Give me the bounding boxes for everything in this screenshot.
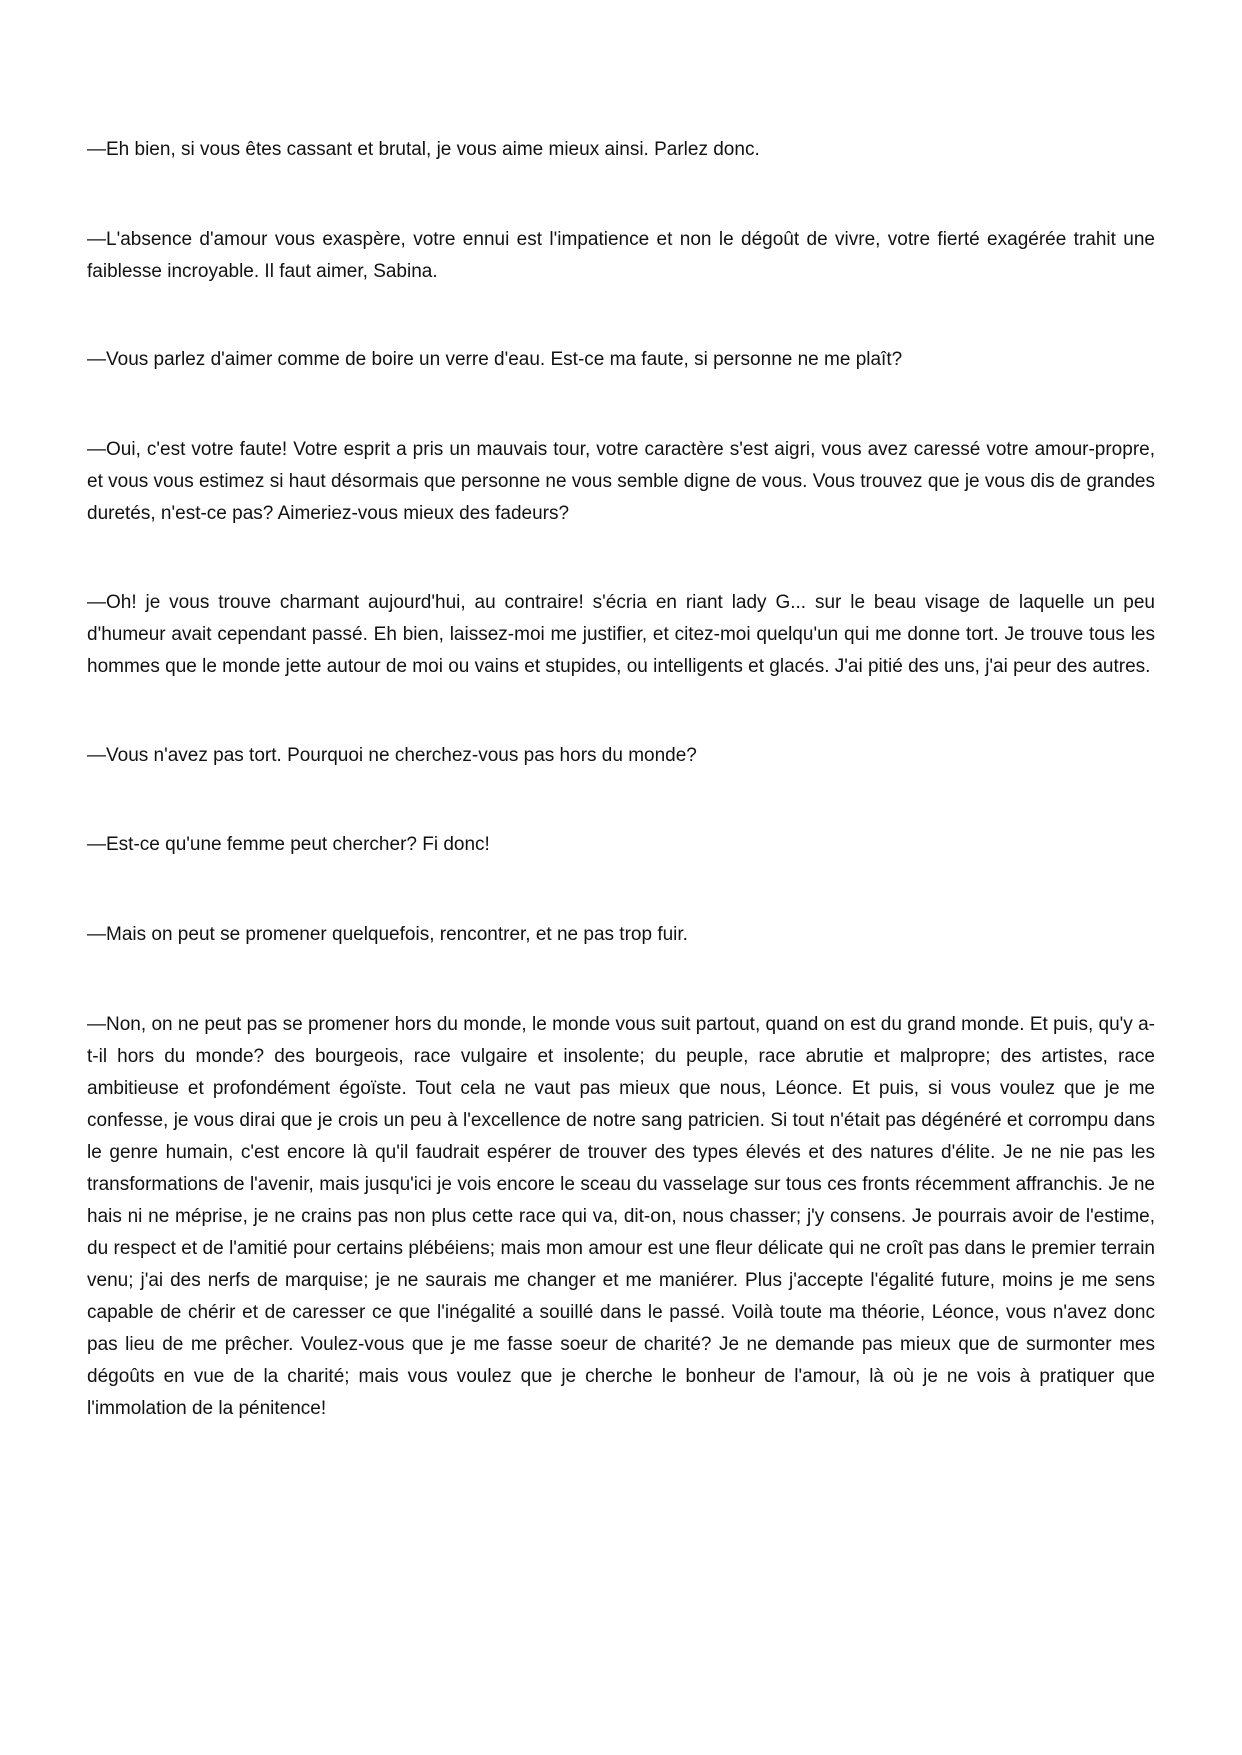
paragraph-5: —Oh! je vous trouve charmant aujourd'hui, au contraire! s'écria en riant lady G... sur le beau visage de laquelle un peu d'humeur avait cependant passé. Eh bien, laissez-moi me justifier, et citez-moi quelqu'un qui me donne tort. Je trouve tous les hommes que le monde jette autour de moi ou vains et stupides, ou intelligents et glacés. J'ai pitié des uns, j'ai peur des autres. [87, 592, 1155, 677]
paragraph-7: —Est-ce qu'une femme peut chercher? Fi donc! [87, 834, 490, 855]
paragraph-3: —Vous parlez d'aimer comme de boire un verre d'eau. Est-ce ma faute, si personne ne me plaît? [87, 349, 903, 370]
document-page [87, 134, 1155, 1425]
paragraph-9: —Non, on ne peut pas se promener hors du monde, le monde vous suit partout, quand on est du grand monde. Et puis, qu'y a-t-il hors du monde? des bourgeois, race vulgaire et insolente; du peuple, race abrutie et malpropre; des artistes, race ambitieuse et profondément égoïste. Tout cela ne vaut pas mieux que nous, Léonce. Et puis, si vous voulez que je me confesse, je vous dirai que je crois un peu à l'excellence de notre sang patricien. Si tout n'était pas dégénéré et corrompu dans le genre humain, c'est encore là qu'il faudrait espérer de trouver des types élevés et des natures d'élite. Je ne nie pas les transformations de l'avenir, mais jusqu'ici je vois encore le sceau du vasselage sur tous ces fronts récemment affranchis. Je ne hais ni ne méprise, je ne crains pas non plus cette race qui va, dit-on, nous chasser; j'y consens. Je pourrais avoir de l'estime, du respect et de l'amitié pour certains plébéiens; mais mon amour est une fleur délicate qui ne croît pas dans le premier terrain venu; j'ai des nerfs de marquise; je ne saurais me changer et me maniérer. Plus j'accepte l'égalité future, moins je me sens capable de chérir et de caresser ce que l'inégalité a souillé dans le passé. Voilà toute ma théorie, Léonce, vous n'avez donc pas lieu de me prêcher. Voulez-vous que je me fasse soeur de charité? Je ne demande pas mieux que de surmonter mes dégoûts en vue de la charité; mais vous voulez que je cherche le bonheur de l'amour, là où je ne vois à pratiquer que l'immolation de la pénitence! [87, 1014, 1155, 1419]
paragraph-2: —L'absence d'amour vous exaspère, votre ennui est l'impatience et non le dégoût de vivre, votre fierté exagérée trahit une faiblesse incroyable. Il faut aimer, Sabina. [87, 229, 1155, 282]
paragraph-1: —Eh bien, si vous êtes cassant et brutal, je vous aime mieux ainsi. Parlez donc. [87, 139, 760, 160]
paragraph-4: —Oui, c'est votre faute! Votre esprit a pris un mauvais tour, votre caractère s'est aigri, vous avez caressé votre amour-propre, et vous vous estimez si haut désormais que personne ne vous semble digne de vous. Vous trouvez que je vous dis de grandes duretés, n'est-ce pas? Aimeriez-vous mieux des fadeurs? [87, 439, 1155, 524]
paragraph-8: —Mais on peut se promener quelquefois, rencontrer, et ne pas trop fuir. [87, 924, 688, 945]
paragraph-6: —Vous n'avez pas tort. Pourquoi ne cherchez-vous pas hors du monde? [87, 745, 697, 766]
